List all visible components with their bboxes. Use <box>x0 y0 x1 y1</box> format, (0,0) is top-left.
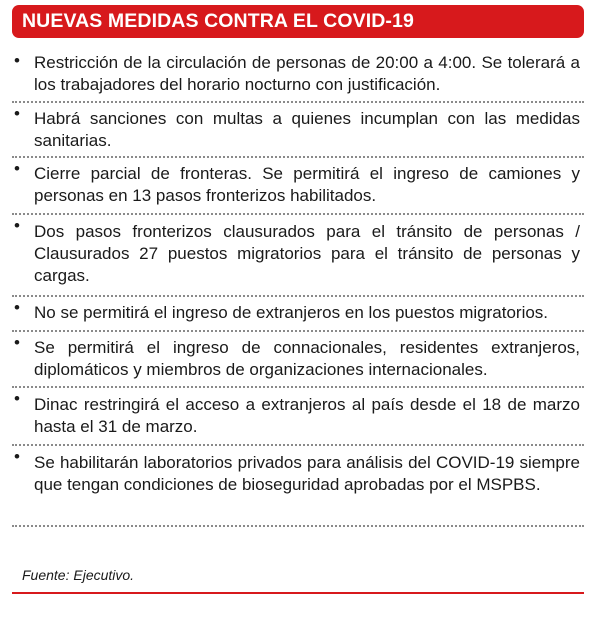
list-item-text: No se permitirá el ingreso de extranjeros en los puestos migratorios. <box>34 303 549 322</box>
list-item-text: Restricción de la circulación de personas de 20:00 a 4:00. Se tolerará a los trabajadores del horario nocturno con justificación. <box>34 53 580 94</box>
bullet-icon: • <box>14 159 20 178</box>
list-item <box>12 446 584 525</box>
list-item <box>12 297 584 330</box>
list-item <box>12 332 584 386</box>
bullet-icon: • <box>14 298 20 317</box>
list-item-text: Dos pasos fronterizos clausurados para el tránsito de personas / Clausurados 27 puestos migratorios para el tránsito de personas y cargas. <box>34 222 580 285</box>
bullet-icon: • <box>14 389 20 408</box>
bullet-icon: • <box>14 216 20 235</box>
list-item <box>12 215 584 295</box>
source-note: Fuente: Ejecutivo. <box>22 567 135 583</box>
header-title: NUEVAS MEDIDAS CONTRA EL COVID-19 <box>22 10 414 32</box>
list-item-text: Cierre parcial de fronteras. Se permitirá el ingreso de camiones y personas en 13 pasos fronterizos habilitados. <box>34 164 580 205</box>
measures-list <box>12 50 584 527</box>
bullet-icon: • <box>14 51 20 70</box>
bottom-rule <box>12 592 584 594</box>
dotted-divider <box>12 525 584 527</box>
list-item-text: Habrá sanciones con multas a quienes incumplan con las medidas sanitarias. <box>34 109 580 150</box>
list-item <box>12 388 584 444</box>
list-item <box>12 158 584 213</box>
bullet-icon: • <box>14 333 20 352</box>
bullet-icon: • <box>14 104 20 123</box>
list-item-text: Se habilitarán laboratorios privados para análisis del COVID-19 siempre que tengan condiciones de bioseguridad aprobadas por el MSPBS. <box>34 453 580 494</box>
list-item <box>12 50 584 101</box>
list-item-text: Dinac restringirá el acceso a extranjeros al país desde el 18 de marzo hasta el 31 de marzo. <box>34 395 580 436</box>
header-bar <box>12 5 584 38</box>
list-item-text: Se permitirá el ingreso de connacionales, residentes extranjeros, diplomáticos y miembros de organizaciones internacionales. <box>34 338 580 379</box>
bullet-icon: • <box>14 447 20 466</box>
list-item <box>12 103 584 156</box>
